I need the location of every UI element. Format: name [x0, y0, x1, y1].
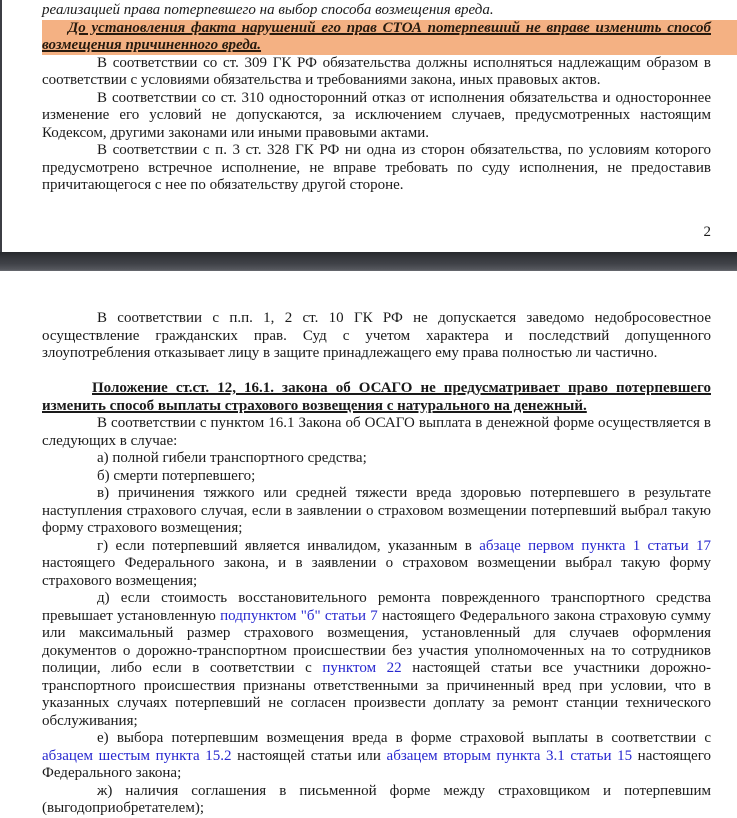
paragraph-16-1-intro — [42, 415, 711, 450]
highlighted-thesis-text: До установления факта нарушений его прав СТОА потерпевший не вправе изменить способ возмещения причиненного вреда. — [42, 19, 711, 53]
text-segment: настоящего Федерального закона страховую сумму или максимальный размер страхового возмещения, установленный для случаев оформления документов о дорожно-транспортном происшествии без участия уполномоченных на то сотрудников полиции, либо если в соответствии с — [42, 607, 712, 676]
paragraph-st-309: В соответствии со ст. 309 ГК РФ обязательства должны исполняться надлежащим образом в соответствии с условиями обязательства и требованиями закона, иных правовых актов. — [42, 54, 711, 88]
paragraph-tail-italic: реализацией права потерпевшего на выбор способа возмещения вреда. — [42, 2, 494, 18]
text-segment: настоящего Федерального закона; — [42, 747, 711, 781]
list-item-v — [42, 485, 711, 538]
list-item-e — [42, 730, 711, 783]
list-item-g — [42, 538, 711, 591]
page-left-edge-shadow — [0, 0, 2, 252]
text-segment: г) если потерпевший является инвалидом, указанным в — [97, 537, 480, 554]
paragraph-st-310: В соответствии со ст. 310 односторонний отказ от исполнения обязательства и одностороннее изменение его условий не допускаются, за исключением случаев, предусмотренных настоящим Кодексом, другими законами или иными правовыми актами. — [42, 89, 711, 141]
text-segment: а) полной гибели транспортного средства; — [97, 450, 367, 466]
paragraph-st-10: В соответствии с п.п. 1, 2 ст. 10 ГК РФ не допускается заведомо недобросовестное осуществление гражданских прав. Суд с учетом характера и последствий допущенного злоупотребления отказывает лицу в защите принадлежащего ему права полностью ли частично. — [42, 310, 711, 361]
doc-reference-link[interactable]: подпунктом "б" статьи 7 — [220, 607, 378, 624]
doc-reference-link[interactable]: пунктом 22 — [322, 660, 402, 676]
list-item-d — [42, 590, 711, 730]
doc-reference-link[interactable]: абзацем шестым пункта 15.2 — [42, 747, 232, 764]
text-segment: б) смерти потерпевшего; — [97, 467, 256, 484]
text-segment: в) причинения тяжкого или средней тяжести вреда здоровью потерпевшего в результате наступления страхового случая, если в заявлении о страховом возмещении потерпевший выбрал такую форму страхового возмещения; — [42, 485, 711, 536]
doc-reference-link[interactable]: абзацем вторым пункта 3.1 статьи 15 — [386, 747, 633, 764]
text-segment: В соответствии с пунктом 16.1 Закона об ОСАГО выплата в денежной форме осуществляется в следующих в случае: — [42, 415, 711, 449]
document-page-1 — [0, 0, 737, 252]
text-segment: ж) наличия соглашения в письменной форме между страховщиком и потерпевшим (выгодоприобретателем); — [42, 782, 711, 816]
page-break-separator — [0, 252, 737, 271]
text-segment: д) если стоимость восстановительного ремонта поврежденного транспортного средства превышает установленную — [42, 590, 711, 624]
text-segment: настоящего Федерального закона, и в заявлении о страховом возмещении выбрал такую форму страхового возмещения; — [42, 555, 711, 589]
doc-reference-link[interactable]: абзаце первом пункта 1 статьи 17 — [479, 537, 711, 554]
page-number: 2 — [703, 223, 711, 240]
text-segment: настоящей статьи все участники дорожно-транспортного происшествия признаны ответственными за причиненный вред при условии, что в указанных случаях потерпевший не согласен произвести доплату за ремонт станции технического обслуживания; — [42, 660, 712, 729]
list-item-zh-clipped — [42, 783, 711, 818]
highlighted-thesis — [42, 20, 737, 55]
list-item-b — [42, 468, 711, 486]
list-item-a — [42, 450, 711, 468]
text-segment: е) выбора потерпевшим возмещения вреда в форме страховой выплаты в соответствии с — [97, 730, 711, 746]
document-page-2 — [0, 271, 737, 816]
text-segment: настоящей статьи или — [231, 747, 387, 764]
paragraph-st-328: В соответствии с п. 3 ст. 328 ГК РФ ни одна из сторон обязательства, по условиям которого предусмотрено встречное исполнение, не вправе требовать по суду исполнения, не предоставив причитающегося с нее по обязательству другой стороне. — [42, 142, 711, 193]
osago-heading: Положение ст.ст. 12, 16.1. закона об ОСАГО не предусматривает право потерпевшего изменить способ выплаты страхового возвещения с натурального на денежный. — [42, 380, 711, 414]
